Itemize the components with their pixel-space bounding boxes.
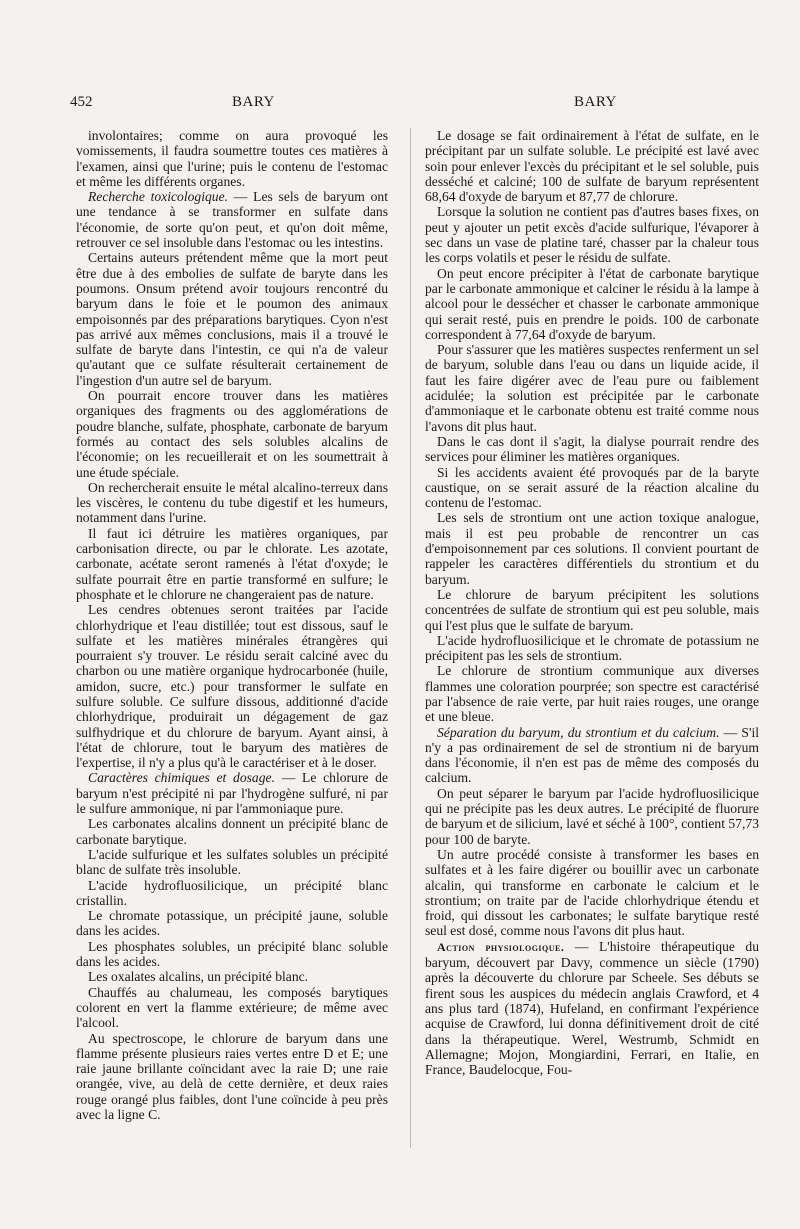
paragraph-text: Un autre procédé consiste à transformer les bases en sulfates et à les faire digérer ou bouillir avec un carbonate alcalin, qui transforme en carbonate le calcium et le strontium; on traite par de l'acide chlorhydrique étendu et froid, qui dissout les carbonates; le sulfate barytique resté seul est dosé, comme nous l'avons dit plus haut. [425,846,759,939]
paragraph-text: Le chromate potassique, un précipité jaune, soluble dans les acides. [76,908,388,939]
paragraph [425,510,759,586]
paragraph [76,770,388,816]
paragraph-text: Certains auteurs prétendent même que la mort peut être due à des embolies de sulfate de baryte dans les poumons. Onsum prétend avoir toujours rencontré du baryum dans le foie et le poumon des animaux empoisonnés par des préparations barytiques. Cyon n'est pas arrivé aux mêmes conclusions, mais il a trouvé le sulfate de baryte dans l'intestin, ce qui n'a de valeur qu'autant que ce sulfate résulterait certainement de l'ingestion d'un autre sel de baryum. [76,250,388,388]
paragraph-text: Le chlorure de strontium communique aux diverses flammes une coloration pourprée; son spectre est caractérisé par l'absence de raie verte, par huit raies rouges, une orange et une bleue. [425,663,759,725]
page-number: 452 [70,94,93,110]
paragraph [425,266,759,342]
paragraph-text: Pour s'assurer que les matières suspectes renferment un sel de baryum, soluble dans l'eau ou dans un liquide acide, il faut les faire digérer avec de l'eau pure ou faiblement acidulée; la solution est précipitée par le carbonate d'ammoniaque et le carbonate obtenu est traité comme nous l'avons dit plus haut. [425,342,759,434]
paragraph [76,602,388,770]
paragraph-text: Dans le cas dont il s'agit, la dialyse pourrait rendre des services pour éliminer les matières organiques. [425,433,759,465]
paragraph-text: Si les accidents avaient été provoqués par de la baryte caustique, on se serait assuré de la réaction alcaline du contenu de l'estomac. [425,464,759,511]
paragraph-text: involontaires; comme on aura provoqué les vomissements, il faudra soumettre toutes ces matières à l'examen, ainsi que l'urine; puis le contenu de l'estomac et même les différents organes. [76,128,388,189]
section-heading: Séparation du baryum, du strontium et du calcium. [437,724,720,740]
paragraph [76,189,388,250]
paragraph-text: Les sels de strontium ont une action toxique analogue, mais il est peu probable de rencontrer un cas d'empoisonnement par ces solutions. Il convient pourtant de rappeler les caractères différentiels du strontium et du baryum. [425,510,759,587]
paragraph-text: Les phosphates solubles, un précipité blanc soluble dans les acides. [76,938,388,970]
paragraph [76,250,388,388]
paragraph-text: L'acide sulfurique et les sulfates solubles un précipité blanc de sulfate très insoluble. [76,846,388,878]
paragraph [425,434,759,465]
paragraph [425,847,759,939]
paragraph [76,878,388,909]
paragraph [425,633,759,664]
paragraph-text: On rechercherait ensuite le métal alcalino-terreux dans les viscères, le contenu du tube digestif et les humeurs, notamment dans l'urine. [76,479,388,526]
paragraph [76,847,388,878]
left-running-title: BARY [232,94,275,110]
paragraph [425,128,759,204]
paragraph [76,985,388,1031]
paragraph-text: Les oxalates alcalins, un précipité blanc. [88,969,309,985]
paragraph-text: Le chlorure de baryum précipitent les solutions concentrées de sulfate de strontium qui est peu soluble, mais qui l'est plus que le sulfate de baryum. [425,586,759,633]
section-heading: Action physiologique. [437,939,565,954]
paragraph [425,663,759,724]
paragraph [76,908,388,939]
paragraph [425,939,759,1078]
paragraph-text: On peut séparer le baryum par l'acide hydrofluosilicique qui ne précipite pas les deux autres. Le précipité de fluorure de baryum et de silicium, lavé et séché à 100°, contient 57,73 pour 100 de baryte. [425,785,759,847]
column-divider [410,128,411,1148]
paragraph-text: On pourrait encore trouver dans les matières organiques des fragments ou des agglomérations de poudre blanche, sulfate, phosphate, carbonate de baryum formés au contact des sels solubles alcalins de l'économie; on les recueillerait et on les soumettrait à une étude spéciale. [76,388,388,480]
left-column [76,128,388,1158]
paragraph-text: Les carbonates alcalins donnent un précipité blanc de carbonate barytique. [76,816,388,847]
paragraph-text: Chauffés au chalumeau, les composés barytiques colorent en vert la flamme extérieure; de même avec l'alcool. [76,984,388,1031]
paragraph-text: L'acide hydrofluosilicique, un précipité blanc cristallin. [76,877,388,908]
paragraph [425,342,759,434]
paragraph [425,465,759,511]
paragraph [76,1031,388,1123]
paragraph [76,526,388,602]
paragraph-text: Il faut ici détruire les matières organiques, par carbonisation directe, ou par le chlorate. Les azotate, carbonate, acétate seront ramenés à l'état d'oxyde; le sulfate pourrait être en partie transformé en sulfure; le phosphate et le chlorure ne changeraient pas de nature. [76,525,388,602]
paragraph-text: — S'il n'y a pas ordinairement de sel de strontium ni de baryum dans l'économie, il n'en est pas de même des composés du calcium. [425,724,759,786]
paragraph-text: — Les sels de baryum ont une tendance à se transformer en sulfate dans l'économie, de sorte qu'on peut, et qu'on doit même, retrouver ce sel insoluble dans l'estomac ou les intestins. [76,189,388,251]
paragraph-text: — L'histoire thérapeutique du baryum, découvert par Davy, commence un siècle (1790) après la découverte du chlorure par Scheele. Ses débuts se firent sous les auspices du médecin anglais Crawford, et 4 ans plus tard (1874), Hufeland, en confirmant l'expérience acquise de Crawford, lui donna définitivement droit de cité dans la thérapeutique. Werel, Westrumb, Schmidt en Allemagne; Mojon, Mongiardini, Ferrari, en Italie, en France, Baudelocque, Fou- [425,938,759,1078]
paragraph-text: Lorsque la solution ne contient pas d'autres bases fixes, on peut y ajouter un petit excès d'acide sulfurique, l'évaporer à sec dans un vase de platine taré, chasser par la chaleur tous les corps volatils et peser le résidu de sulfate. [425,204,759,266]
paragraph-text: Les cendres obtenues seront traitées par l'acide chlorhydrique et l'eau distillée; tout est dissous, sauf le sulfate et les matières minérales étrangères qui pourraient s'y trouver. Le résidu serait calciné avec du charbon ou une matière organique hydrocarbonée (huile, amidon, sucre, etc.) pour transformer le sulfate en sulfure soluble. Ce sulfure dissous, additionné d'acide chlorhydrique, produirait un dégagement de gaz sulfhydrique et du chlorure de baryum. Ayant ainsi, à l'état de chlorure, tout le baryum des matières de l'expertise, il n'y a plus qu'à le caractériser et à le doser. [76,602,388,771]
paragraph [76,816,388,847]
paragraph [425,587,759,633]
section-heading: Recherche toxicologique. [88,189,229,205]
paragraph [425,725,759,786]
paragraph [76,128,388,189]
right-column [425,128,759,1158]
running-header [70,94,764,118]
paragraph-text: — Le chlorure de baryum n'est précipité ni par l'hydrogène sulfuré, ni par le sulfure ammonique, ni par l'ammoniaque pure. [76,770,388,817]
paragraph [76,388,388,480]
paragraph [76,939,388,970]
paragraph-text: L'acide hydrofluosilicique et le chromate de potassium ne précipitent pas les sels de strontium. [425,632,759,664]
paragraph-text: Le dosage se fait ordinairement à l'état de sulfate, en le précipitant par un sulfate soluble. Le précipité est lavé avec soin pour enlever l'excès du précipitant et le sel soluble, puis desséché et calciné; 100 de sulfate de baryum représentent 68,64 d'oxyde de baryum et 87,77 de chlorure. [425,128,759,205]
paragraph [76,480,388,526]
paragraph-text: On peut encore précipiter à l'état de carbonate barytique par le carbonate ammonique et calciner le résidu à la lampe à alcool pour le dessécher et chasser le carbonate ammonique qui serait resté, puis en prendre le poids. 100 de carbonate correspondent à 77,64 d'oxyde de baryum. [425,265,759,342]
section-heading: Caractères chimiques et dosage. [88,770,275,786]
paragraph [425,204,759,265]
paragraph [76,969,388,984]
paragraph-text: Au spectroscope, le chlorure de baryum dans une flamme présente plusieurs raies vertes entre D et E; une raie jaune brillante coïncidant avec la raie D; une raie orangée, vive, au delà de cette dernière, et deux raies rouge orangé plus faibles, dont l'une coïncide à peu près avec la ligne C. [76,1030,388,1122]
right-running-title: BARY [574,94,617,110]
paragraph [425,786,759,847]
